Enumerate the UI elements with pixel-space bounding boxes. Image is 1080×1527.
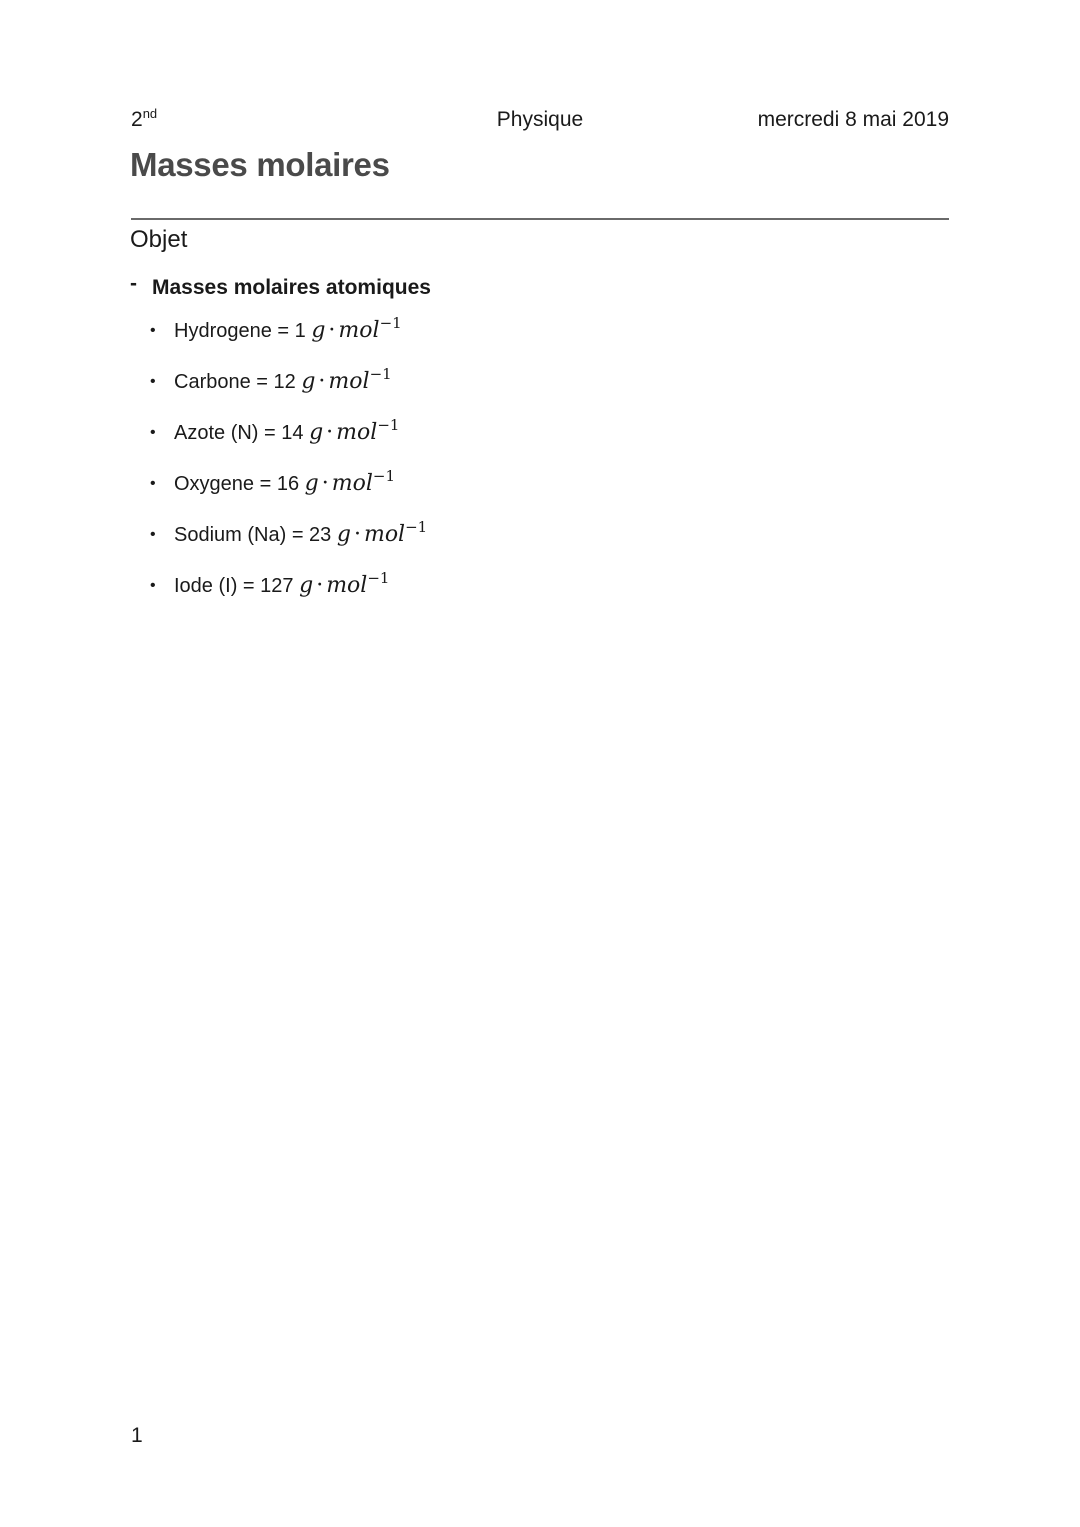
class-level-suffix: nd [142,106,158,121]
bullet-icon: • [150,526,156,543]
element-mass-text: Oxygene = 16 [174,473,300,495]
molar-mass-unit: g · mol$^{-1}$ [311,314,402,343]
subsection-label: Masses molaires atomiques [152,276,431,299]
bullet-icon: • [150,577,156,594]
bullet-icon: • [150,373,156,390]
list-item [150,569,427,624]
title-divider [131,218,949,220]
element-mass-text: Hydrogene = 1 [174,320,306,342]
molar-mass-list [150,314,428,624]
list-item [150,467,427,522]
page-title: Masses molaires [130,146,390,183]
section-heading: Objet [130,226,188,253]
dash-marker: - [130,272,137,295]
subject-label: Physique [496,108,584,131]
page-header [131,108,949,138]
list-item [150,365,427,420]
page-number: 1 [131,1424,143,1447]
bullet-icon: • [150,475,156,492]
class-level-number: 2 [131,108,143,131]
element-mass-text: Sodium (Na) = 23 [174,524,332,546]
list-item [150,518,428,573]
molar-mass-unit: g · mol$^{-1}$ [304,467,396,496]
bullet-icon: • [150,424,156,441]
date-label: mercredi 8 mai 2019 [757,108,949,131]
bullet-icon: • [150,322,156,339]
subsection-heading [130,272,431,300]
molar-mass-unit: g · mol$^{-1}$ [299,569,390,598]
molar-mass-unit: g · mol$^{-1}$ [309,416,400,445]
element-mass-text: Azote (N) = 14 [174,422,304,444]
element-mass-text: Iode (I) = 127 [174,575,294,597]
molar-mass-unit: g · mol$^{-1}$ [301,365,392,394]
element-mass-text: Carbone = 12 [174,371,296,393]
molar-mass-unit: g · mol$^{-1}$ [336,518,428,547]
list-item [150,314,427,369]
list-item [150,416,427,471]
